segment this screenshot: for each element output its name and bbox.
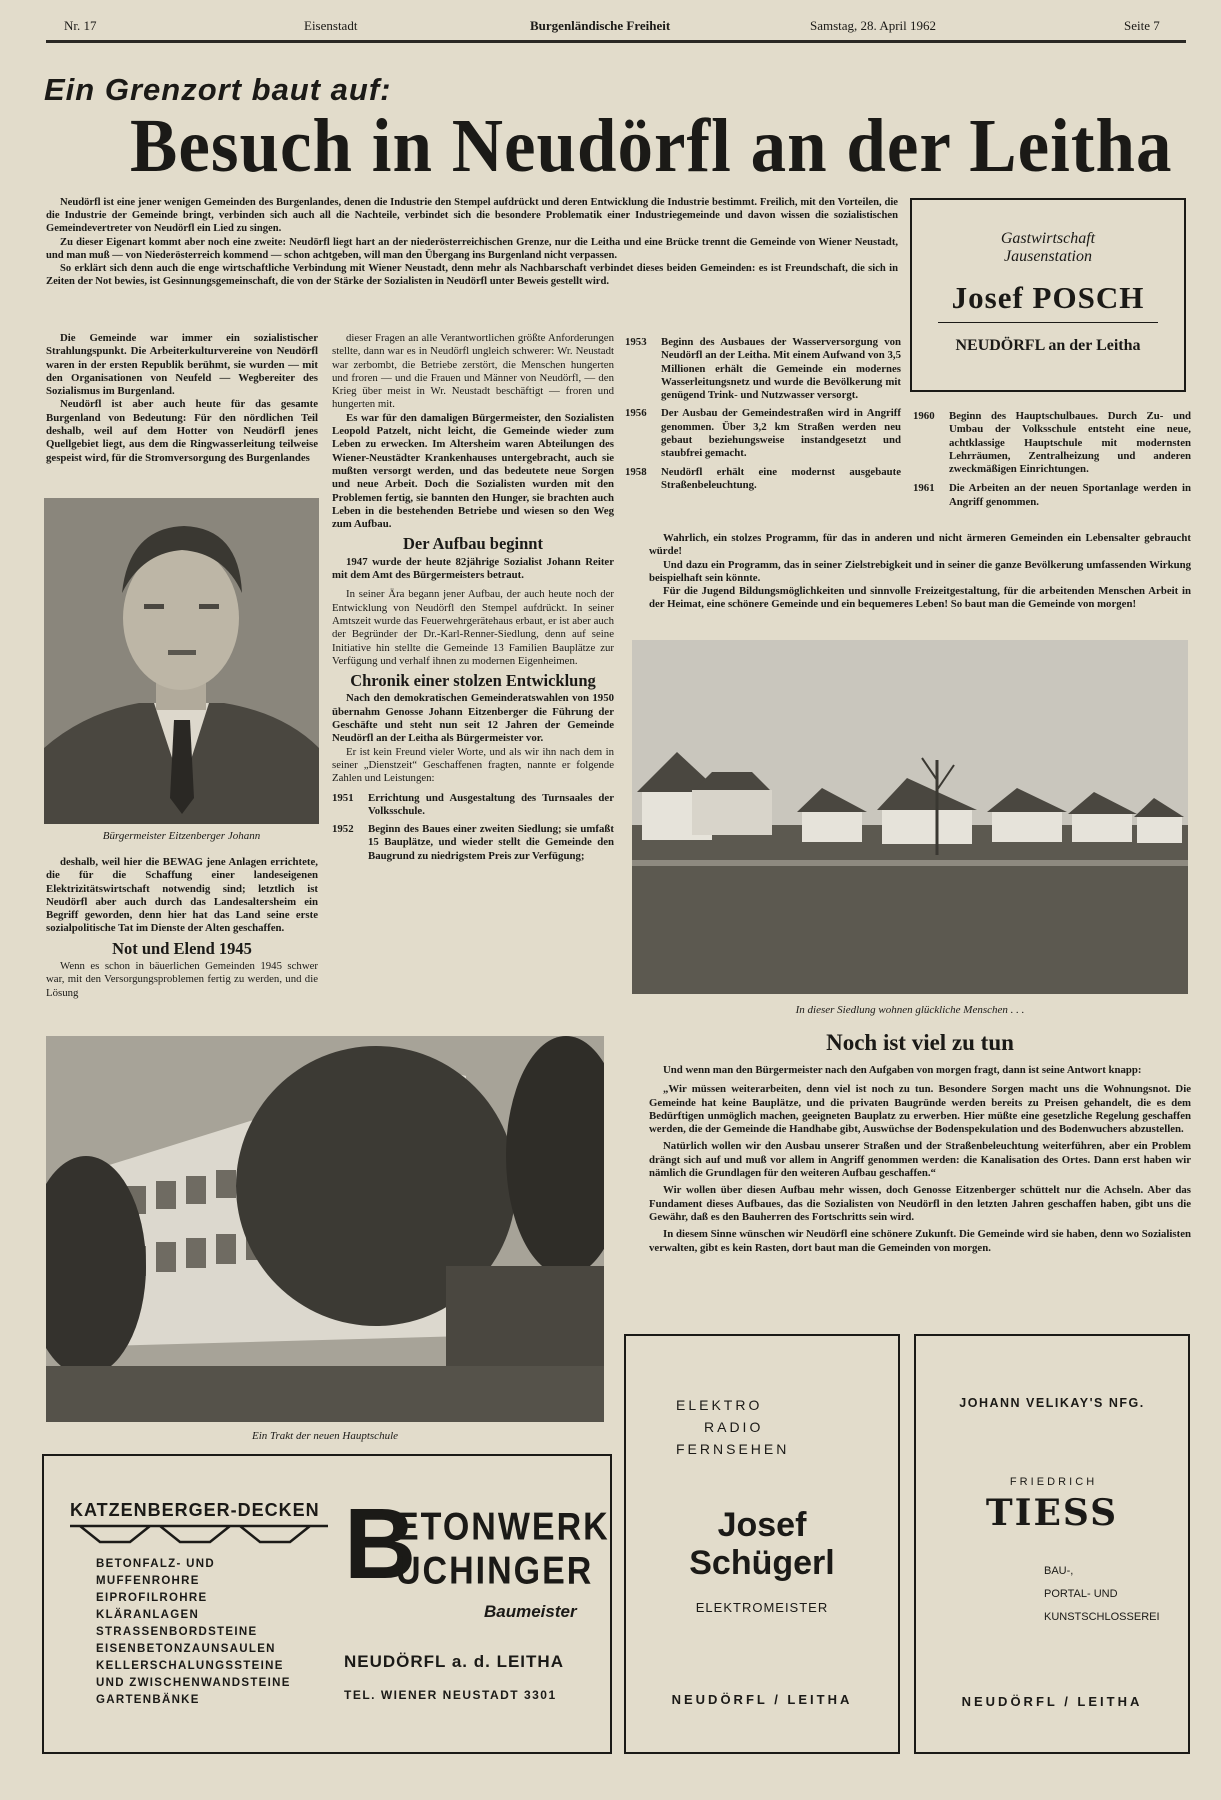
issue-number: Nr. 17 xyxy=(64,18,97,33)
chronicle-text: Beginn des Baues einer zweiten Siedlung; sie umfaßt 15 Bauplätze, und wieder stellt die Gemeinde den Baugrund zu niedrigstem Preis zur Verfügung; xyxy=(368,823,614,862)
ad-schuegerl-lastname: Schügerl xyxy=(689,1544,835,1582)
ad-buchinger-top: KATZENBERGER-DECKEN xyxy=(70,1500,320,1520)
subheading-noch-ist-viel: Noch ist viel zu tun xyxy=(826,1030,1014,1055)
intro-paragraph: Neudörfl ist eine jener wenigen Gemeinden des Burgenlandes, denen die Industrie den Stempel aufdrückt und deren Entwicklung die Industrie bestimmt. Freilich, mit den Vorteilen, die die Industrie der Gemeinde bringt, verbinden sich auch all die Nachteile, verbindet sich die besondere Problematik einer Industriegemeinde und davon wissen die sozialistischen Gemeindevertreter von Neudörfl ein Lied zu singen. xyxy=(46,197,898,235)
school-photo-caption: Ein Trakt der neuen Hauptschule xyxy=(251,1430,399,1442)
kicker: Ein Grenzort baut auf: xyxy=(44,72,392,107)
school-image xyxy=(46,1036,604,1422)
intro-paragraph: Zu dieser Eigenart kommt aber noch eine zweite: Neudörfl liegt hart an der niederösterreichischen Grenze, nur die Leitha und eine Brücke trennt die Gemeinde von Wiener Neustadt, und man muß — von Niederösterreich kommend — schon achtgeben, will man den Übergang ins Burgenland nicht verpassen. xyxy=(46,236,898,261)
service-label: RADIO xyxy=(704,1419,764,1435)
product-item: EISENBETONZAUNSAULEN xyxy=(96,1643,276,1655)
ad-posch xyxy=(910,198,1186,392)
chronicle-text: Der Ausbau der Gemeindestraßen wird in Angriff genommen. Über 3,2 km Straßen werden neu gebaut beziehungsweise instandgesetzt und staubfrei gemacht. xyxy=(661,407,901,460)
chronicle-year: 1951 xyxy=(332,791,354,804)
trade-label: PORTAL- UND xyxy=(1044,1588,1118,1600)
ad-buchinger-place: NEUDÖRFL a. d. LEITHA xyxy=(344,1652,564,1671)
ad-buchinger-initial: B xyxy=(344,1488,417,1600)
header-place: Eisenstadt xyxy=(304,18,358,33)
chronicle-entry xyxy=(332,823,614,863)
issue-date: Samstag, 28. April 1962 xyxy=(810,18,937,33)
ad-posch-name: Josef POSCH xyxy=(951,280,1145,315)
chronicle-entry xyxy=(625,407,901,460)
chronicle-year: 1960 xyxy=(913,410,935,422)
ad-buchinger-phone: TEL. WIENER NEUSTADT 3301 xyxy=(344,1688,557,1702)
trade-label: KUNSTSCHLOSSEREI xyxy=(1044,1611,1160,1623)
product-item: EIPROFILROHRE xyxy=(96,1592,208,1604)
column-4 xyxy=(913,410,1191,514)
paragraph: Es war für den damaligen Bürgermeister, den Sozialisten Leopold Patzelt, nicht leicht, die Gemeinde wieder zum Leben zu erwecken. Im Altersheim waren Abteilungen des Wiener-Neustädter Krankenhauses untergebracht, auch sie mußten versorgt werden, und das bedeutete neue Sorgen und neue Arbeit. Doch die Sozialisten wurden mit den Problemen fertig, sie bannten den Hunger, sie brachten auch Leben in die bestehenden Betriebe und wiesen so den Weg zum Aufbau. xyxy=(332,411,614,531)
ad-schuegerl-role: ELEKTROMEISTER xyxy=(695,1600,829,1615)
ad-buchinger-name1: ETONWERK xyxy=(396,1505,610,1549)
settlement-photo-caption: In dieser Siedlung wohnen glückliche Menschen . . . xyxy=(795,1004,1025,1016)
settlement-photo xyxy=(632,640,1188,994)
chronicle-text: Beginn des Ausbaues der Wasserversorgung von Neudörfl an der Leitha. Mit einem Aufwand von 3,5 Millionen erhält die Gemeinde ein modernes Wasserleitungsnetz und wurde die Bevölkerung mit genügend Trink- und Nutzwasser versorgt. xyxy=(661,336,901,402)
ad-schuegerl-firstname: Josef xyxy=(717,1506,807,1544)
chronicle-entry xyxy=(625,466,901,493)
ad-posch-rule xyxy=(938,322,1158,323)
paragraph: Für die Jugend Bildungsmöglichkeiten und sinnvolle Freizeitgestaltung, für die arbeitenden Menschen Arbeit in der Heimat, eine schönere Gemeinde und ein bequemeres Leben! So baut man die Gemeinde von morgen! xyxy=(649,585,1191,611)
school-photo xyxy=(46,1036,604,1422)
ad-posch-line2: Jausenstation xyxy=(1004,248,1092,265)
wide-paragraphs xyxy=(649,1064,1191,1255)
wide-text-bottom xyxy=(649,1030,1191,1255)
service-label: ELEKTRO xyxy=(676,1397,763,1413)
ad-schuegerl-name xyxy=(626,1506,898,1582)
paragraph: dieser Fragen an alle Verantwortlichen größte Anforderungen stellte, dann war es in Neudörfl ungleich schwerer: Wr. Neustadt war zerbombt, die Betriebe zerstört, die Menschen hungerten und froren — und die Frauen und Männer von Neudörfl, — den Krieg über meist in Wr. Neustadt beschäftigt — froren und hungerten mit. xyxy=(332,332,614,411)
ad-schuegerl-services xyxy=(676,1394,789,1460)
paragraph: In seiner Ära begann jener Aufbau, der auch heute noch der Entwicklung von Neudörfl den Stempel aufdrückt. In seiner Amtszeit wurde das Feuerwehrgerätehaus erbaut, er ist aber auch der Begründer der Dr.-Karl-Renner-Siedlung, denn auf seine Initiative hin stellte die Gemeinde 13 Familien Bauplätze zur Verfügung und verhalf ihnen zu modernen Eigenheimen. xyxy=(332,588,614,667)
paragraph: „Wir müssen weiterarbeiten, denn viel ist noch zu tun. Besondere Sorgen macht uns die Wohnungsnot. Die Gemeinde hat keine Bauplätze, und die privaten Baugründe werden bereits zu Preisen gehandelt, die es dem Bedürftigen unmöglich machen, geeigneten Bauplatz zu erwerben. Hier müßte eine gesetzliche Regelung geschaffen werden, die der Gemeinde die Handhabe gibt, Auswüchse der Bodenspekulation und des Bodenwuchers abzustellen. xyxy=(649,1083,1191,1136)
ad-schuegerl xyxy=(624,1334,900,1754)
ad-schuegerl-place: NEUDÖRFL / LEITHA xyxy=(671,1692,853,1707)
paragraph: Nach den demokratischen Gemeinderatswahlen von 1950 übernahm Genosse Johann Eitzenberger die Führung der Geschäfte und steht nun seit 12 Jahren der Gemeinde Neudörfl an der Leitha als Bürgermeister vor. xyxy=(332,692,614,745)
headline: Besuch in Neudörfl an der Leitha xyxy=(130,103,1173,189)
product-item: STRASSENBORDSTEINE xyxy=(96,1626,258,1638)
ad-tiess-trades xyxy=(1044,1560,1160,1629)
product-item: KLÄRANLAGEN xyxy=(96,1609,200,1621)
subheading-chronik: Chronik einer stolzen Entwicklung xyxy=(350,671,596,691)
trade-label: BAU-, xyxy=(1044,1565,1074,1577)
paragraph: 1947 wurde der heute 82jährige Sozialist Johann Reiter mit dem Amt des Bürgermeisters betraut. xyxy=(332,555,614,582)
ad-tiess-top: JOHANN VELIKAY'S NFG. xyxy=(959,1396,1145,1410)
ad-tiess-firstname: F R I E D R I C H xyxy=(1009,1476,1095,1488)
paragraph: Er ist kein Freund vieler Worte, und als wir ihn nach dem in seiner „Dienstzeit“ Geschaffenen fragten, nannte er folgende Zahlen und Leistungen: xyxy=(332,745,614,785)
intro-lead xyxy=(46,196,898,288)
paragraph: Die Gemeinde war immer ein sozialistischer Strahlungspunkt. Die Arbeiterkulturvereine von Neudörfl waren in der ersten Republik berühmt, sie wurden — mit den Organisationen von Neufeld — Wegbereiter des Sozialismus im Burgenland. xyxy=(46,332,318,398)
page-number: Seite 7 xyxy=(1124,18,1160,33)
chronicle-year: 1952 xyxy=(332,823,354,836)
paragraph: Neudörfl ist aber auch heute für das gesamte Burgenland von Bedeutung: Für den nördlichen Teil deshalb, weil auf dem Hotter von Neudörfl jenes Quellgebiet liegt, aus dem die Ringwasserleitung teilweise gespeist wird, für die Stromversorgung des Burgenlandes xyxy=(46,398,318,464)
chronicle-entry xyxy=(625,336,901,402)
chronicle-year: 1956 xyxy=(625,407,647,420)
header-rule xyxy=(46,40,1186,43)
ad-posch-place: NEUDÖRFL an der Leitha xyxy=(955,337,1141,354)
subheading-aufbau: Der Aufbau beginnt xyxy=(403,534,543,554)
ad-buchinger-name2: UCHINGER xyxy=(396,1549,594,1593)
chronicle-entry xyxy=(332,792,614,819)
paragraph: Natürlich wollen wir den Ausbau unserer Straßen und der Straßenbeleuchtung weiterführen, aber ein Problem drängt sich auf und muß vor allem in Angriff genommen werden: die Kanalisation des Ortes. Dann erst haben wir nämlich die Grundlagen für den weiteren Aufbau geschaffen.“ xyxy=(649,1140,1191,1180)
mayor-portrait-image xyxy=(44,498,319,824)
chronicle-text: Neudörfl erhält eine modernst ausgebaute Straßenbeleuchtung. xyxy=(661,465,901,491)
ad-tiess-place: NEUDÖRFL / LEITHA xyxy=(961,1694,1143,1709)
paragraph: In diesem Sinne wünschen wir Neudörfl eine schönere Zukunft. Die Gemeinde wird sie haben, denn wo Sozialisten verwalten, gibt es kein Rasten, dort baut man die Gemeinden von morgen. xyxy=(649,1228,1191,1254)
paragraph: deshalb, weil hier die BEWAG jene Anlagen errichtete, die für die Schaffung einer landeseigenen Elektrizitätswirtschaft notwendig sind; letztlich ist Neudörfl aber auch durch das Landesaltersheim ein Begriff geworden, denn hier hat das Land seine erste sozialpolitische Tat im Dienste der Alten geschaffen. xyxy=(46,856,318,935)
product-item: BETONFALZ- UND xyxy=(96,1558,215,1570)
paragraph: Wahrlich, ein stolzes Programm, für das in anderen und nicht ärmeren Gemeinden ein Lebensalter gebraucht würde! xyxy=(649,532,1191,558)
chronicle-entry xyxy=(913,410,1191,476)
chronicle-year: 1958 xyxy=(625,465,647,478)
chronicle-year: 1953 xyxy=(625,336,647,348)
service-label: FERNSEHEN xyxy=(676,1441,790,1457)
paragraph: Wenn es schon in bäuerlichen Gemeinden 1945 schwer war, mit den Versorgungsproblemen fertig zu werden, und die Lösung xyxy=(46,960,318,999)
column-1-top xyxy=(46,332,318,465)
product-item: UND ZWISCHENWANDSTEINE xyxy=(96,1677,291,1689)
ad-buchinger xyxy=(42,1454,612,1754)
chronicle-entry xyxy=(913,482,1191,509)
paragraph: Und dazu ein Programm, das in seiner Zielstrebigkeit und in seiner die ganze Bevölkerung umfassenden Wirkung beispielhaft sein könnte. xyxy=(649,558,1191,584)
paragraph: Und wenn man den Bürgermeister nach den Aufgaben von morgen fragt, dann ist seine Antwort knapp: xyxy=(663,1064,1142,1076)
chronicle-text: Beginn des Hauptschulbaues. Durch Zu- und Umbau der Volksschule entsteht eine neue, achtklassige Hauptschule mit modernsten Lehrräumen, Zentralheizung und anderen zweckmäßigen Einrichtungen. xyxy=(949,410,1191,476)
paragraph: Wir wollen über diesen Aufbau mehr wissen, doch Genosse Eitzenberger schüttelt nur die Achseln. Aber das Fundament dieses Aufbaues, das die Sozialisten von Neudörfl in den letzten Jahren geschaffen haben, gibt uns die Gewähr, daß es den Bauherren des Fortschritts sein wird. xyxy=(649,1184,1191,1223)
product-item: GARTENBÄNKE xyxy=(96,1694,200,1706)
intro-paragraph: So erklärt sich denn auch die enge wirtschaftliche Verbindung mit Wiener Neustadt, denn mehr als Nachbarschaft verbindet dieses beiden Gemeinden: es ist Freundschaft, die sich in Zeiten der Not bewies, ist Gesinnungsgemeinschaft, die von der Stärke der Sozialisten in Neudörfl unter Beweis gestellt wird. xyxy=(46,263,898,288)
ad-tiess-name: TIESS xyxy=(985,1492,1119,1534)
wide-text-top xyxy=(649,532,1191,612)
column-1-bottom xyxy=(46,856,318,1000)
chronicle-text: Die Arbeiten an der neuen Sportanlage werden in Angriff genommen. xyxy=(949,482,1191,508)
ad-tiess xyxy=(914,1334,1190,1754)
product-item: KELLERSCHALUNGSSTEINE xyxy=(96,1660,284,1672)
chronicle-year: 1961 xyxy=(913,482,935,495)
mayor-photo xyxy=(44,498,319,824)
column-2 xyxy=(332,332,614,868)
ad-buchinger-product-list xyxy=(96,1556,291,1709)
ad-posch-line1: Gastwirtschaft xyxy=(1000,230,1096,247)
column-3 xyxy=(625,336,901,497)
ad-buchinger-wave-icon xyxy=(70,1522,328,1546)
product-item: MUFFENROHRE xyxy=(96,1575,200,1587)
mayor-photo-caption: Bürgermeister Eitzenberger Johann xyxy=(102,830,261,842)
newspaper-name: Burgenländische Freiheit xyxy=(530,18,671,33)
subheading-not-und-elend: Not und Elend 1945 xyxy=(112,938,252,958)
ad-buchinger-role: Baumeister xyxy=(484,1602,577,1621)
settlement-image xyxy=(632,640,1188,994)
chronicle-text: Errichtung und Ausgestaltung des Turnsaales der Volksschule. xyxy=(368,791,614,817)
